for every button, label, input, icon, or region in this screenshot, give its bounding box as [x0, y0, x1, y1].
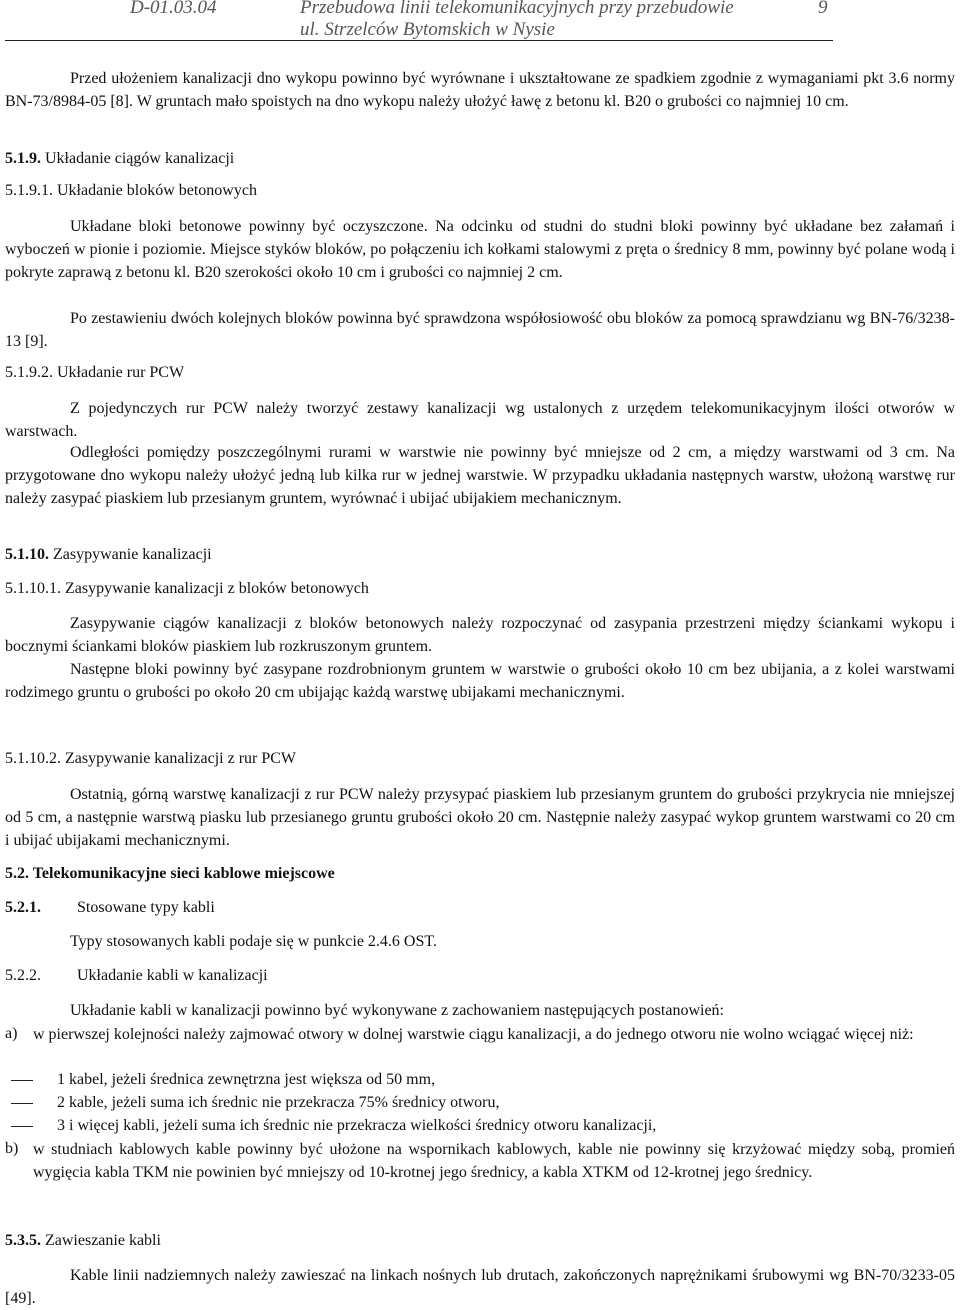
- typy-paragraph: Typy stosowanych kabli podaje się w punkcie 2.4.6 OST.: [70, 933, 437, 950]
- dash-bullet: [11, 1103, 33, 1104]
- heading-title: Zasypywanie kanalizacji z bloków betonowych: [61, 580, 369, 597]
- zasyp-rur-paragraph: Ostatnią, górną warstwę kanalizacji z rur PCW należy przysypać piaskiem lub przesianym gruntem do grubości przykrycia nie mniejszej od 5 cm, a następnie warstwą piasku lub przesianego gruntu grubości około 20 cm. Następnie należy zasypać wykop gruntem warstwami co 20 cm i ubijać ubijakami mechanicznymi.: [5, 786, 955, 849]
- zasyp-paragraph-2: Następne bloki powinny być zasypane rozdrobnionym gruntem w warstwie o grubości około 10 cm bez ubijania, a z kolei warstwami rodzimego gruntu o grubości po około 20 cm ubijając każdą warstwę ubijakami mechanicznymi.: [5, 661, 955, 701]
- heading-5-2-2-number: 5.2.2.: [5, 967, 41, 984]
- heading-5-2: [5, 863, 335, 885]
- heading-5-1-10-1: [5, 578, 369, 600]
- uklad-intro: Układanie kabli w kanalizacji powinno być wykonywane z zachowaniem następujących postanowień:: [70, 1002, 724, 1019]
- heading-5-1-9-2: [5, 362, 184, 384]
- rury-paragraph-2: Odległości pomiędzy poszczególnymi rurami w warstwie nie powinny być mniejsze od 2 cm, a między warstwami od 3 cm. Na przygotowane dno wykopu należy ułożyć jedną lub kilka rur w jednej warstwie. W przypadku układania następnych warstw, ułożoną warstwę rur należy zasypać piaskiem lub przesianym gruntem, wyrównać i ubijać ubijakiem mechanicznym.: [5, 444, 955, 507]
- heading-5-2-1-title: Stosowane typy kabli: [77, 899, 215, 916]
- dash-item-1: 1 kabel, jeżeli średnica zewnętrzna jest większa od 50 mm,: [57, 1071, 436, 1088]
- bloki-paragraph-1: Układane bloki betonowe powinny być oczyszczone. Na odcinku od studni do studni bloki powinny być układane bez załamań i wyboczeń w pionie i poziomie. Miejsce styków bloków, po połączeniu ich kołkami stalowymi z pręta o średnicy 8 mm, powinny być polane wodą i pokryte zaprawą z betonu kl. B20 szerokości około 10 cm i grubości co najmniej 2 cm.: [5, 218, 955, 281]
- bloki-paragraph-2: Po zestawieniu dwóch kolejnych bloków powinna być sprawdzona współosiowość obu bloków za pomocą sprawdzianu wg BN-76/3238-13 [9].: [5, 310, 955, 350]
- heading-number: 5.1.9.: [5, 150, 41, 167]
- zasyp-paragraph-1: Zasypywanie ciągów kanalizacji z bloków betonowych należy rozpoczynać od zasypania przestrzeni między ściankami wykopu i bocznymi ściankami bloków piaskiem lub rozkruszonym gruntem.: [5, 615, 955, 655]
- header-rule: [5, 40, 833, 41]
- rury-paragraph-1: Z pojedynczych rur PCW należy tworzyć zestawy kanalizacji wg ustalonych z urzędem telekomunikacyjnym ilości otworów w warstwach.: [5, 400, 955, 440]
- heading-title: Zasypywanie kanalizacji z rur PCW: [61, 750, 297, 767]
- dash-bullet: [11, 1080, 33, 1081]
- heading-title: Układanie bloków betonowych: [53, 182, 257, 199]
- heading-number: 5.1.10.1.: [5, 580, 61, 597]
- heading-5-1-10: [5, 544, 212, 566]
- page-number: 9: [818, 0, 828, 18]
- heading-5-1-9: [5, 148, 234, 170]
- heading-5-2-2-title: Układanie kabli w kanalizacji: [77, 967, 268, 984]
- dash-item-2: 2 kable, jeżeli suma ich średnic nie przekracza 75% średnicy otworu,: [57, 1094, 500, 1111]
- heading-5-1-9-1: [5, 180, 257, 202]
- heading-title: Zawieszanie kabli: [41, 1232, 161, 1249]
- heading-number: 5.1.10.2.: [5, 750, 61, 767]
- item-a-marker: a): [5, 1025, 18, 1042]
- header-title-line2: ul. Strzelców Bytomskich w Nysie: [300, 19, 555, 40]
- item-b-marker: b): [5, 1140, 19, 1157]
- document-code: D-01.03.04: [130, 0, 217, 18]
- dash-bullet: [11, 1126, 33, 1127]
- dash-item-3: 3 i więcej kabli, jeżeli suma ich średnic nie przekracza wielkości średnicy otworu kanalizacji,: [57, 1117, 657, 1134]
- heading-title: Telekomunikacyjne sieci kablowe miejscowe: [32, 865, 335, 882]
- heading-title: Zasypywanie kanalizacji: [49, 546, 212, 563]
- heading-number: 5.2.: [5, 865, 29, 882]
- heading-5-2-1-number: 5.2.1.: [5, 899, 41, 916]
- header-title-line1: Przebudowa linii telekomunikacyjnych przy przebudowie: [300, 0, 734, 18]
- heading-number: 5.1.10.: [5, 546, 49, 563]
- heading-title: Układanie ciągów kanalizacji: [41, 150, 235, 167]
- heading-5-3-5: [5, 1230, 161, 1252]
- heading-5-1-10-2: [5, 748, 296, 770]
- heading-number: 5.3.5.: [5, 1232, 41, 1249]
- zawieszanie-paragraph: Kable linii nadziemnych należy zawieszać na linkach nośnych lub drutach, zakończonych naprężnikami śrubowymi wg BN-70/3233-05 [49].: [5, 1267, 955, 1307]
- heading-number: 5.1.9.2.: [5, 364, 53, 381]
- heading-number: 5.1.9.1.: [5, 182, 53, 199]
- item-b-text: w studniach kablowych kable powinny być ułożone na wspornikach kablowych, kable nie powinny się krzyżować między sobą, promień wygięcia kabla TKM nie powinien być mniejszy od 10-krotnej jego średnicy, a kabla XTKM od 12-krotnej jego średnicy.: [33, 1141, 955, 1181]
- heading-title: Układanie rur PCW: [53, 364, 185, 381]
- intro-paragraph: Przed ułożeniem kanalizacji dno wykopu powinno być wyrównane i ukształtowane ze spadkiem zgodnie z wymaganiami pkt 3.6 normy BN-73/8984-05 [8]. W gruntach mało spoistych na dno wykopu należy ułożyć ławę z betonu kl. B20 o grubości co najmniej 10 cm.: [5, 70, 955, 110]
- item-a-text: w pierwszej kolejności należy zajmować otwory w dolnej warstwie ciągu kanalizacji, a do jednego otworu nie wolno wciągać więcej niż:: [33, 1026, 914, 1043]
